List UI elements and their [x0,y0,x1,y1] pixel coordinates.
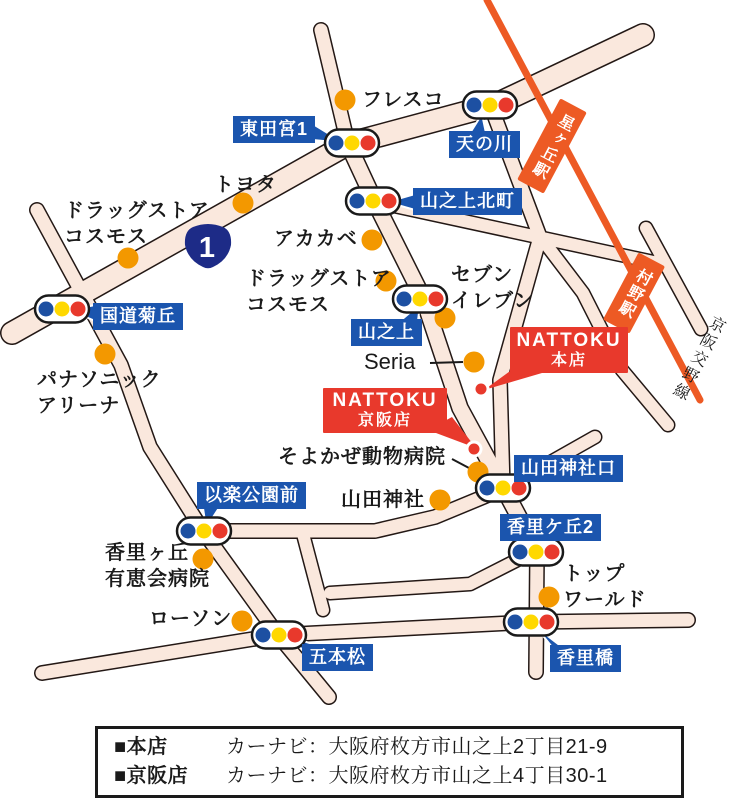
landmark-text: ローソン [149,608,233,630]
intersection-sign-gohonmatsu: 五本松 [302,644,373,671]
store-label-keihanten [323,388,447,433]
landmark-text: イレブン [451,290,535,312]
station-label-hoshigaoka: 星ヶ丘駅 [517,98,587,193]
landmark-text: アリーナ [37,395,121,417]
station-label-murano: 村野駅 [603,252,665,333]
info-store-keihanten: ■京阪店 [114,765,189,787]
landmark-dot-toyota [233,193,254,214]
landmark-text: フレスコ [362,89,445,111]
landmark-dot-lawson [232,611,253,632]
intersection-sign-higashitamiya-1: 東田宮1 [233,116,315,143]
store-location-dot-keihanten [469,444,480,455]
intersection-sign-amanogawa: 天の川 [449,131,520,158]
landmark-text: パナソニック [37,369,162,391]
landmark-text: 山田神社 [341,489,425,511]
info-row-keihanten [114,762,665,791]
store-brand-honten: NATTOKU [516,329,622,351]
landmark-dot-seria [464,352,485,373]
landmark-text: セブン [451,264,514,286]
traffic-light-icon [346,188,400,215]
landmark-text: ドラッグストア [246,268,392,290]
route-1-shield [185,224,231,268]
intersection-sign-yamanoue: 山之上 [351,319,422,346]
info-address-keihanten: カーナビ：大阪府枚方市山之上4丁目30-1 [226,765,608,787]
store-name-honten: 本店 [550,351,587,369]
info-address-honten: カーナビ：大阪府枚方市山之上2丁目21-9 [226,736,608,758]
rail-line-name: 京阪交野線 [667,312,728,405]
traffic-light-icon [325,130,379,157]
info-row-honten [114,733,665,762]
landmark-text: 香里ヶ丘 [105,542,189,564]
landmark-dot-top-world [539,587,560,608]
info-store-honten: ■本店 [114,736,168,758]
landmark-text: Seria [364,349,416,374]
traffic-light-icon [509,539,563,566]
landmark-text: 有恵会病院 [105,568,210,590]
intersection-sign-yamanoue-kitamachi: 山之上北町 [413,188,522,215]
landmark-pointer-line [452,459,469,468]
intersection-sign-kouribashi: 香里橋 [550,645,621,672]
landmark-dot-fresco [335,90,356,111]
landmark-text: ドラッグストア [64,200,210,222]
landmark-text: トップ [563,563,626,585]
landmark-dot-panasonic-arena [95,344,116,365]
landmark-text: アカカベ [274,228,358,250]
traffic-light-icon [35,296,89,323]
car-navi-info-box [95,726,684,798]
landmark-dot-kourigaoka-yukeikai-hospital [193,549,214,570]
landmark-dot-drugstore-cosmos-yamanoue [376,271,397,292]
road [376,202,658,263]
landmark-text: そよかぜ動物病院 [278,446,446,468]
store-brand-keihanten: NATTOKU [332,390,438,412]
landmark-dot-yamada-jinja [430,490,451,511]
intersection-sign-kourigaoka-2: 香里ケ丘2 [500,514,601,541]
store-label-honten [510,327,628,373]
landmark-text: コスモス [246,294,330,316]
landmark-pointer-line [430,362,463,363]
intersection-sign-kokudo-kikugaoka: 国道菊丘 [93,303,183,330]
landmark-text: コスモス [64,226,148,248]
route-number: 1 [198,232,216,264]
store-name-keihanten: 京阪店 [357,412,412,430]
traffic-light-icon [393,286,447,313]
store-location-dot-honten [476,384,487,395]
traffic-light-icon [463,92,517,119]
traffic-light-icon [177,518,231,545]
traffic-light-icon [504,609,558,636]
intersection-sign-yamada-jinja-guchi: 山田神社口 [514,455,623,482]
landmark-text: ワールド [563,589,647,611]
road [330,551,535,593]
landmark-dot-drugstore-cosmos-west [118,248,139,269]
traffic-light-icon [252,622,306,649]
road [203,488,505,531]
traffic-light-icon [476,475,530,502]
landmark-dot-akakabe [362,230,383,251]
road [321,30,348,144]
intersection-sign-iraku-koen-mae: 以楽公園前 [197,482,306,509]
landmark-text: トヨタ [214,174,277,196]
